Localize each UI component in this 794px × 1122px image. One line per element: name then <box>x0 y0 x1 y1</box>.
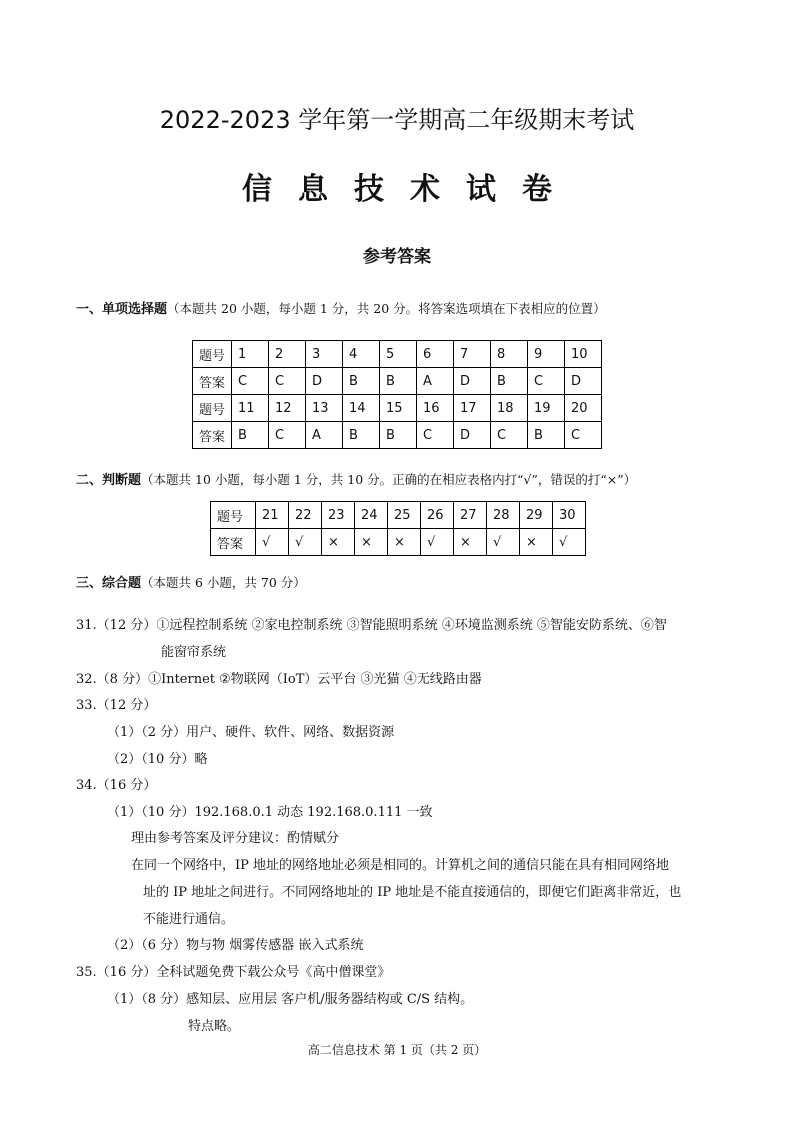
table-cell: 20 <box>565 395 602 422</box>
section3-note: （本题共 6 小题，共 70 分） <box>141 575 306 590</box>
answer-35-1-note: 特点略。 <box>188 1019 241 1034</box>
table-cell: √ <box>256 529 289 556</box>
table-cell: 27 <box>454 502 487 529</box>
table-cell: C <box>528 368 565 395</box>
answer-33-2: （2）（10 分）略 <box>107 752 208 767</box>
table-cell: 6 <box>417 341 454 368</box>
answer-33: 33.（12 分） <box>76 698 157 713</box>
table-cell: 9 <box>528 341 565 368</box>
table-cell: 17 <box>454 395 491 422</box>
table-cell: 1 <box>232 341 269 368</box>
section1-title: 一、单项选择题 <box>76 302 168 317</box>
table-row <box>211 502 586 529</box>
answer-35: 35.（16 分）全科试题免费下载公众号《高中僧课堂》 <box>76 965 391 980</box>
answer-35-1: （1）（8 分）感知层、应用层 客户机/服务器结构或 C/S 结构。 <box>107 992 474 1007</box>
section1-heading <box>76 298 606 317</box>
table-cell: 5 <box>380 341 417 368</box>
table-cell: √ <box>487 529 520 556</box>
section3-heading <box>76 572 306 591</box>
answer-32: 32.（8 分）①Internet ②物联网（IoT）云平台 ③光猫 ④无线路由器 <box>76 672 482 687</box>
table-cell: B <box>528 422 565 449</box>
table-cell: × <box>355 529 388 556</box>
table-cell: A <box>417 368 454 395</box>
table-cell: × <box>322 529 355 556</box>
table-cell: B <box>343 368 380 395</box>
table-row <box>193 395 602 422</box>
answer-31-line1: 31.（12 分）①远程控制系统 ②家电控制系统 ③智能照明系统 ④环境监测系统 ⑤智能安防系统、⑥智 <box>76 618 667 633</box>
section2-heading <box>76 469 636 488</box>
section1-note: （本题共 20 小题，每小题 1 分，共 20 分。将答案选项填在下表相应的位置） <box>167 301 606 316</box>
table-cell: 28 <box>487 502 520 529</box>
answer-31-line2: 能窗帘系统 <box>161 645 227 660</box>
row-header-cell: 答案 <box>193 422 232 449</box>
table-row <box>211 529 586 556</box>
section2-note: （本题共 10 小题，每小题 1 分，共 10 分。正确的在相应表格内打“√”，错误的打“×”） <box>141 472 637 487</box>
table-cell: C <box>491 422 528 449</box>
table-cell: D <box>306 368 343 395</box>
answer-34-reason-line3: 不能进行通信。 <box>143 912 235 927</box>
table-cell: D <box>454 422 491 449</box>
table-cell: 2 <box>269 341 306 368</box>
section3-title: 三、综合题 <box>76 576 142 591</box>
table-cell: 11 <box>232 395 269 422</box>
answer-33-1: （1）（2 分）用户、硬件、软件、网络、数据资源 <box>107 725 395 740</box>
table-cell: × <box>520 529 553 556</box>
answer-34: 34.（16 分） <box>76 778 157 793</box>
row-header-cell: 题号 <box>193 395 232 422</box>
table-cell: B <box>380 422 417 449</box>
table-cell: √ <box>289 529 322 556</box>
table-cell: √ <box>421 529 454 556</box>
table-cell: B <box>380 368 417 395</box>
answer-34-2: （2）（6 分）物与物 烟雾传感器 嵌入式系统 <box>107 938 364 953</box>
table-cell: 13 <box>306 395 343 422</box>
table-cell: C <box>417 422 454 449</box>
row-header-cell: 答案 <box>193 368 232 395</box>
table-cell: 15 <box>380 395 417 422</box>
table-cell: 30 <box>553 502 586 529</box>
table-cell: 21 <box>256 502 289 529</box>
table-cell: 22 <box>289 502 322 529</box>
table-cell: 3 <box>306 341 343 368</box>
table-cell: B <box>491 368 528 395</box>
answer-34-reason-line2: 址的 IP 地址之间进行。不同网络地址的 IP 地址是不能直接通信的，即便它们距离非常近，也 <box>143 885 682 900</box>
answer-heading: 参考答案 <box>363 247 431 267</box>
judge-answer-table <box>210 501 586 556</box>
answer-34-1: （1）（10 分）192.168.0.1 动态 192.168.0.111 一致 <box>107 805 433 820</box>
table-cell: C <box>269 422 306 449</box>
answer-34-reason-label: 理由参考答案及评分建议：酌情赋分 <box>131 831 340 846</box>
table-cell: D <box>454 368 491 395</box>
exam-title: 2022-2023 学年第一学期高二年级期末考试 <box>159 106 635 134</box>
table-cell: 7 <box>454 341 491 368</box>
row-header-cell: 答案 <box>211 529 256 556</box>
table-cell: C <box>269 368 306 395</box>
section2-title: 二、判断题 <box>76 473 142 488</box>
table-cell: 29 <box>520 502 553 529</box>
table-cell: C <box>232 368 269 395</box>
table-cell: 25 <box>388 502 421 529</box>
table-cell: 16 <box>417 395 454 422</box>
table-cell: 18 <box>491 395 528 422</box>
table-cell: C <box>565 422 602 449</box>
table-cell: × <box>388 529 421 556</box>
table-cell: 24 <box>355 502 388 529</box>
choice-answer-table <box>192 340 602 449</box>
table-cell: B <box>232 422 269 449</box>
table-row <box>193 341 602 368</box>
table-cell: 23 <box>322 502 355 529</box>
table-row <box>193 368 602 395</box>
answer-34-reason-line1: 在同一个网络中，IP 地址的网络地址必须是相同的。计算机之间的通信只能在具有相同网络地 <box>131 858 670 873</box>
table-cell: B <box>343 422 380 449</box>
row-header-cell: 题号 <box>211 502 256 529</box>
row-header-cell: 题号 <box>193 341 232 368</box>
table-cell: 12 <box>269 395 306 422</box>
subject-title: 信息技术试卷 <box>242 172 578 207</box>
table-cell: 26 <box>421 502 454 529</box>
table-cell: A <box>306 422 343 449</box>
page-footer: 高二信息技术 第 1 页（共 2 页） <box>307 1043 487 1057</box>
table-cell: 4 <box>343 341 380 368</box>
table-cell: × <box>454 529 487 556</box>
table-cell: 19 <box>528 395 565 422</box>
table-row <box>193 422 602 449</box>
table-cell: 14 <box>343 395 380 422</box>
table-cell: 10 <box>565 341 602 368</box>
table-cell: 8 <box>491 341 528 368</box>
table-cell: √ <box>553 529 586 556</box>
table-cell: D <box>565 368 602 395</box>
